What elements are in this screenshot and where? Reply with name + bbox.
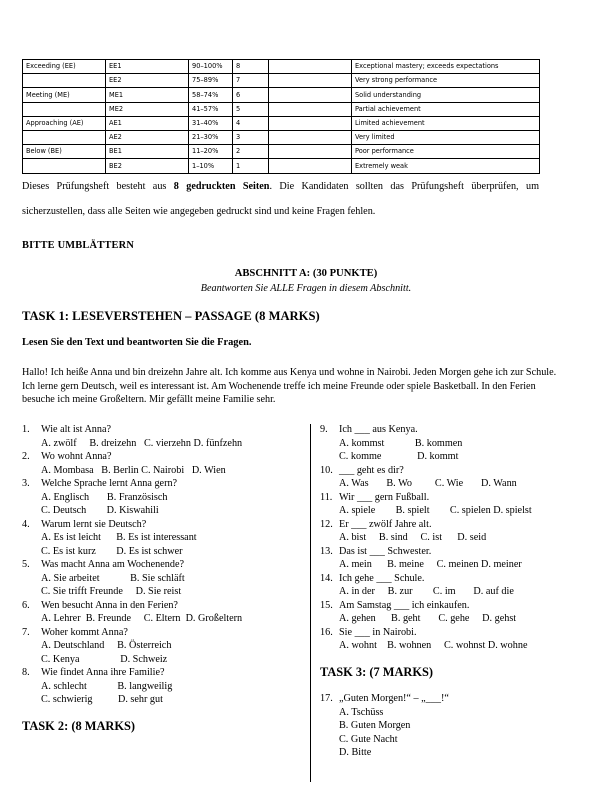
question-text: Was macht Anna am Wochenende? — [41, 559, 185, 570]
rubric-cell-percent-range: 75–89% — [189, 74, 233, 88]
table-row — [23, 102, 540, 116]
question-item — [320, 692, 590, 760]
question-options-line[interactable]: A. mein B. meine C. meinen D. meiner — [339, 559, 522, 570]
intro-text-bold: 8 gedruckten Seiten — [173, 181, 270, 192]
table-row — [23, 74, 540, 88]
question-item — [22, 666, 300, 707]
rubric-cell-code: AE2 — [106, 130, 189, 144]
table-row — [23, 130, 540, 144]
question-number: 5. — [22, 559, 30, 570]
rubric-cell-percent-range: 90–100% — [189, 60, 233, 74]
rubric-cell-blank — [269, 130, 352, 144]
question-text: ___ geht es dir? — [339, 464, 404, 476]
question-options-line[interactable]: A. Es ist leicht B. Es ist interessant — [41, 532, 197, 543]
rubric-cell-percent-range: 58–74% — [189, 88, 233, 102]
rubric-cell-descriptor: Very limited — [352, 130, 540, 144]
rubric-cell-score: 7 — [233, 74, 269, 88]
question-options-line[interactable]: C. Kenya D. Schweiz — [41, 653, 168, 665]
table-row — [23, 116, 540, 130]
question-options-line[interactable]: A. Tschüss — [339, 706, 384, 718]
questions-column-right — [320, 423, 590, 760]
question-text: Das ist ___ Schwester. — [339, 545, 432, 557]
rubric-cell-percent-range: 11–20% — [189, 145, 233, 159]
question-item — [320, 518, 590, 545]
question-item — [320, 423, 590, 464]
question-text: Wie findet Anna ihre Familie? — [41, 667, 165, 678]
question-line — [22, 423, 300, 437]
rubric-cell-code: EE2 — [106, 74, 189, 88]
rubric-cell-code: EE1 — [106, 60, 189, 74]
rubric-cell-score: 3 — [233, 130, 269, 144]
question-item — [22, 423, 300, 450]
rubric-cell-descriptor: Partial achievement — [352, 102, 540, 116]
question-options-line[interactable]: A. bist B. sind C. ist D. seid — [339, 532, 487, 543]
rubric-cell-code: ME2 — [106, 102, 189, 116]
question-number: 17. — [320, 693, 333, 704]
question-line — [320, 491, 590, 505]
question-options-line[interactable]: A. kommst B. kommen — [339, 437, 463, 449]
rubric-cell-score: 4 — [233, 116, 269, 130]
rubric-cell-code: BE2 — [106, 159, 189, 173]
question-options-line[interactable]: C. komme D. kommt — [339, 451, 459, 462]
rubric-cell-descriptor: Poor performance — [352, 145, 540, 159]
question-line — [320, 626, 590, 640]
question-line — [22, 450, 300, 464]
rubric-cell-code: BE1 — [106, 145, 189, 159]
rubric-cell-descriptor: Exceptional mastery; exceeds expectations — [352, 60, 540, 74]
rubric-cell-blank — [269, 102, 352, 116]
column-divider-rule — [310, 424, 311, 782]
question-options-line[interactable]: A. Lehrer B. Freunde C. Eltern D. Großeltern — [41, 613, 243, 624]
question-number: 16. — [320, 626, 333, 638]
question-text: Ich ___ aus Kenya. — [339, 424, 418, 435]
question-item — [320, 599, 590, 626]
section-subheading: Beantworten Sie ALLE Fragen in diesem Abschnitt. — [200, 283, 412, 294]
printed-pages-notice — [22, 174, 539, 224]
question-options-line[interactable]: A. gehen B. geht C. gehe D. gehst — [339, 613, 517, 624]
task2-heading: TASK 2: (8 MARKS) — [22, 718, 136, 733]
question-number: 4. — [22, 518, 30, 530]
question-item — [22, 450, 300, 477]
rubric-table — [22, 59, 540, 174]
rubric-cell-band — [23, 159, 106, 173]
question-number: 8. — [22, 667, 30, 678]
question-text: Ich gehe ___ Schule. — [339, 572, 425, 584]
question-text: Er ___ zwölf Jahre alt. — [339, 518, 432, 530]
spacer — [320, 679, 590, 692]
question-number: 14. — [320, 572, 333, 584]
rubric-cell-band: Meeting (ME) — [23, 88, 106, 102]
rubric-table-container — [22, 59, 539, 174]
rubric-cell-descriptor: Extremely weak — [352, 159, 540, 173]
question-line — [320, 572, 590, 586]
question-number: 13. — [320, 545, 333, 557]
rubric-cell-band: Exceeding (EE) — [23, 60, 106, 74]
question-line — [22, 599, 300, 613]
rubric-cell-descriptor: Solid understanding — [352, 88, 540, 102]
question-options-line[interactable]: C. Es ist kurz D. Es ist schwer — [41, 545, 183, 557]
intro-text-before: Dieses Prüfungsheft besteht aus — [22, 181, 174, 192]
reading-passage: Hallo! Ich heiße Anna und bin dreizehn Jahre alt. Ich komme aus Kenya und wohne in Nairobi. Jeden Morgen gehe ich zur Schule. Ich lerne gern Deutsch, weil es interessant ist. Am Wochenende treffe ich meine Freunde oder spiele Basketball. In den Ferien besuche ich meine Großeltern. Mir gefällt meine Familie sehr. — [22, 367, 557, 406]
question-number: 15. — [320, 599, 333, 611]
rubric-cell-score: 1 — [233, 159, 269, 173]
rubric-cell-blank — [269, 88, 352, 102]
task3-heading: TASK 3: (7 MARKS) — [320, 664, 434, 679]
question-number: 7. — [22, 626, 30, 638]
turn-page-notice: BITTE UMBLÄTTERN — [22, 240, 135, 251]
rubric-cell-blank — [269, 116, 352, 130]
question-text: Woher kommt Anna? — [41, 626, 128, 638]
rubric-cell-code: ME1 — [106, 88, 189, 102]
rubric-cell-blank — [269, 74, 352, 88]
rubric-cell-descriptor: Very strong performance — [352, 74, 540, 88]
rubric-cell-percent-range: 31–40% — [189, 116, 233, 130]
question-item — [22, 626, 300, 667]
question-number: 12. — [320, 518, 333, 530]
question-options-line[interactable]: A. wohnt B. wohnen C. wohnst D. wohne — [339, 640, 528, 651]
question-options-line[interactable]: A. Deutschland B. Österreich — [41, 640, 172, 651]
question-item — [320, 491, 590, 518]
task1-instruction: Lesen Sie den Text und beantworten Sie die Fragen. — [22, 337, 252, 348]
question-number: 6. — [22, 599, 30, 611]
question-text: Wie alt ist Anna? — [41, 424, 112, 435]
table-row — [23, 159, 540, 173]
question-text: Am Samstag ___ ich einkaufen. — [339, 599, 470, 611]
table-row — [23, 145, 540, 159]
rubric-cell-percent-range: 1–10% — [189, 159, 233, 173]
question-line — [22, 666, 300, 680]
rubric-cell-band: Below (BE) — [23, 145, 106, 159]
rubric-cell-band — [23, 130, 106, 144]
question-number: 9. — [320, 424, 328, 435]
rubric-cell-percent-range: 41–57% — [189, 102, 233, 116]
question-text: „Guten Morgen!“ – „___!“ — [339, 693, 449, 704]
question-item — [22, 477, 300, 518]
question-options-line[interactable]: A. in der B. zur C. im D. auf die — [339, 586, 514, 597]
question-options-line[interactable]: C. Gute Nacht — [339, 733, 398, 745]
question-line — [22, 558, 300, 572]
question-text: Wen besucht Anna in den Ferien? — [41, 599, 178, 611]
question-options-line[interactable]: D. Bitte — [339, 747, 372, 758]
question-options-line[interactable]: A. Was B. Wo C. Wie D. Wann — [339, 478, 517, 489]
task1-heading: TASK 1: LESEVERSTEHEN – PASSAGE (8 MARKS) — [22, 309, 320, 323]
rubric-cell-score: 2 — [233, 145, 269, 159]
question-item — [320, 572, 590, 599]
question-options-line[interactable]: C. Deutsch D. Kiswahili — [41, 505, 159, 516]
question-text: Welche Sprache lernt Anna gern? — [41, 478, 178, 489]
question-number: 10. — [320, 464, 333, 476]
rubric-cell-blank — [269, 60, 352, 74]
table-row — [23, 60, 540, 74]
question-options-line[interactable]: A. Sie arbeitet B. Sie schläft — [41, 572, 185, 584]
question-number: 11. — [320, 491, 333, 503]
question-text: Wo wohnt Anna? — [41, 451, 112, 462]
rubric-cell-blank — [269, 159, 352, 173]
question-item — [320, 626, 590, 653]
question-options-line[interactable]: A. Mombasa B. Berlin C. Nairobi D. Wien — [41, 464, 226, 476]
question-options-line[interactable]: A. zwölf B. dreizehn C. vierzehn D. fünfzehn — [41, 437, 243, 449]
rubric-cell-code: AE1 — [106, 116, 189, 130]
question-options-line[interactable]: C. Sie trifft Freunde D. Sie reist — [41, 586, 182, 597]
rubric-cell-percent-range: 21–30% — [189, 130, 233, 144]
question-number: 1. — [22, 424, 30, 435]
question-options-line[interactable]: A. spiele B. spielt C. spielen D. spielst — [339, 505, 532, 516]
question-options-line[interactable]: A. Englisch B. Französisch — [41, 491, 168, 503]
question-line — [22, 518, 300, 532]
question-line — [320, 599, 590, 613]
question-text: Warum lernt sie Deutsch? — [41, 518, 147, 530]
question-options-line[interactable]: B. Guten Morgen — [339, 720, 411, 731]
question-text: Wir ___ gern Fußball. — [339, 491, 430, 503]
rubric-cell-band — [23, 74, 106, 88]
question-line — [22, 477, 300, 491]
section-heading: ABSCHNITT A: (30 PUNKTE) — [234, 268, 378, 279]
questions-column-left — [22, 423, 300, 733]
question-number: 3. — [22, 478, 30, 489]
question-number: 2. — [22, 451, 30, 462]
question-line — [320, 423, 590, 437]
question-line — [320, 518, 590, 532]
table-row — [23, 88, 540, 102]
question-item — [320, 464, 590, 491]
rubric-cell-blank — [269, 145, 352, 159]
question-options-line[interactable]: C. schwierig D. sehr gut — [41, 694, 163, 705]
question-item — [22, 599, 300, 626]
question-options-line[interactable]: A. schlecht B. langweilig — [41, 680, 173, 692]
question-line — [22, 626, 300, 640]
question-text: Sie ___ in Nairobi. — [339, 626, 417, 638]
rubric-cell-score: 8 — [233, 60, 269, 74]
question-line — [320, 464, 590, 478]
rubric-cell-score: 5 — [233, 102, 269, 116]
rubric-cell-band: Approaching (AE) — [23, 116, 106, 130]
rubric-cell-band — [23, 102, 106, 116]
question-item — [320, 545, 590, 572]
question-item — [22, 518, 300, 559]
question-line — [320, 545, 590, 559]
question-item — [22, 558, 300, 599]
intro-text-after: . Die Kandidaten sollten das Prüfungsheft überprüfen, um sicherzustellen, dass alle Seiten wie angegeben gedruckt sind und keine Fragen fehlen. — [22, 181, 539, 217]
rubric-cell-descriptor: Limited achievement — [352, 116, 540, 130]
question-line — [320, 692, 590, 706]
rubric-cell-score: 6 — [233, 88, 269, 102]
